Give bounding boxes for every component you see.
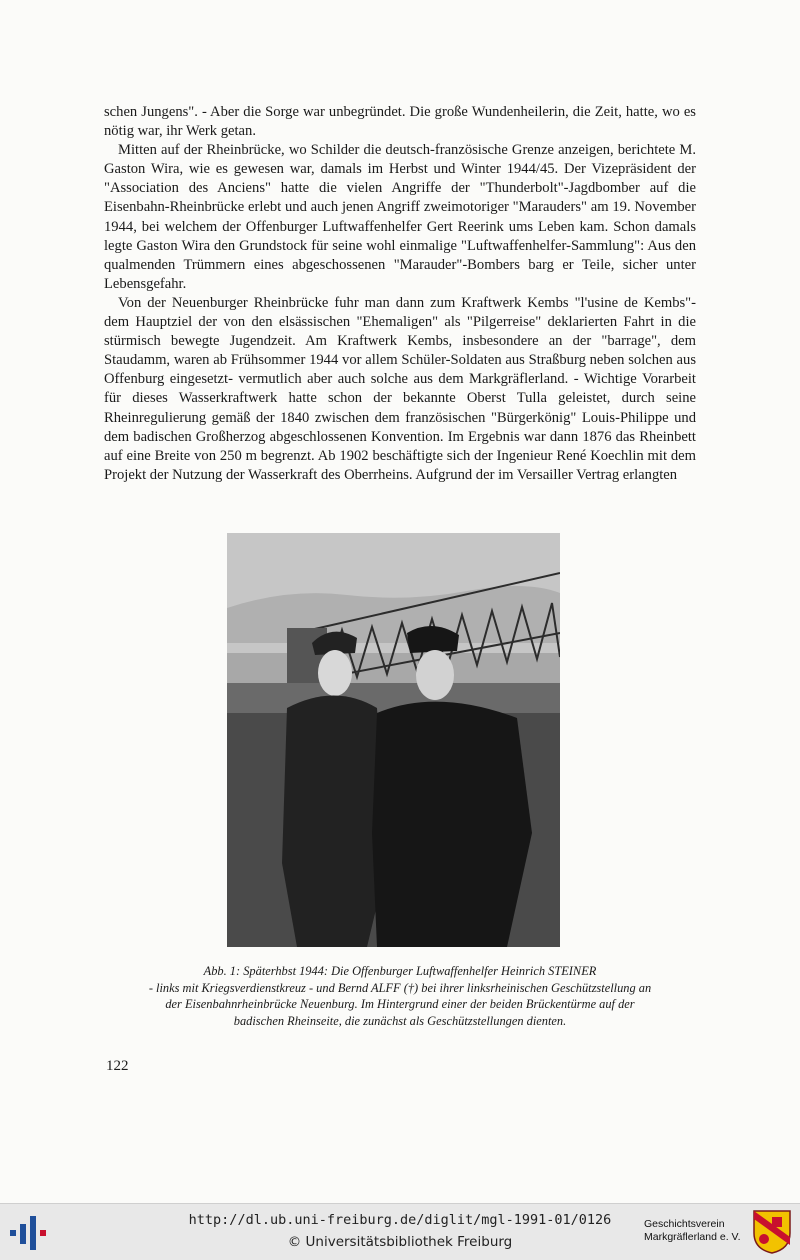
paragraph-2: Mitten auf der Rheinbrücke, wo Schilder die deutsch-französische Grenze anzeigen, berichtete M. Gaston Wira, wie es gewesen war, damals im Herbst und Winter 1944/45. Der Vizepräsident der "Association des Anciens" hatte die vielen Angriffe der "Thunderbolt"-Jagdbomber auf die Eisenbahn-Rheinbrücke erlebt und auch jenen Angriff zweimotoriger "Marauders" am 19. November 1944, bei welchem der Offenburger Luftwaffenhelfer Gert Reerink ums Leben kam. Schon damals legte Gaston Wira den Grundstock für seine wohl einmalige "Luftwaffenhelfer-Sammlung": Aus den qualmenden Trümmern eines abgeschossenen "Marauder"-Bombers barg er Teile, sicher unter Lebensgefahr. (104, 142, 696, 292)
source-url-link[interactable]: http://dl.ub.uni-freiburg.de/diglit/mgl-1991-01/0126 (188, 1212, 612, 1228)
caption-line: - links mit Kriegsverdienstkreuz - und Bernd ALFF (†) bei ihrer linksrheinischen Geschützstellung an (148, 980, 652, 995)
society-line: Geschichtsverein (644, 1218, 725, 1230)
body-text (104, 103, 696, 485)
figure-caption (104, 963, 696, 1029)
paragraph-3: Von der Neuenburger Rheinbrücke fuhr man dann zum Kraftwerk Kembs "l'usine de Kembs"- dem Hauptziel der von den elsässischen "Ehemaligen" als "Pilgerreise" deklarierten Fahrt in die stürmisch bewegte Jugendzeit. Am Kraftwerk Kembs, insbesondere an der "barrage", dem Staudamm, waren ab Frühsommer 1944 vor allem Schüler-Soldaten aus Straßburg neben solchen aus Offenburg eingesetzt- vermutlich aber auch solche aus dem Markgräflerland. - Wichtige Vorarbeit für dieses Wasserkraftwerk hatte schon der bekannte Oberst Tulla geleistet, durch seine Rheinregulierung gemäß der 1840 zwischen dem französischen "Bürgerkönig" Louis-Philippe und dem badischen Großherzog abgeschlossenen Konvention. Im Ergebnis war dann 1876 das Rheinbett auf eine Breite von 250 m begrenzt. Ab 1902 beschäftigte sich der Ingenieur René Koechlin mit dem Projekt der Nutzung der Wasserkraft des Oberrheins. Aufgrund der im Versailler Vertrag erlangten (104, 294, 696, 483)
society-name (644, 1218, 748, 1244)
photo-illustration (227, 533, 560, 947)
caption-line: badischen Rheinseite, die zunächst als Geschützstellungen dienten. (233, 1013, 567, 1028)
caption-line: der Eisenbahnrheinbrücke Neuenburg. Im Hintergrund einer der beiden Brückentürme auf der (165, 997, 635, 1011)
caption-line: Abb. 1: Späterhbst 1944: Die Offenburger Luftwaffenhelfer Heinrich STEINER (203, 964, 597, 978)
historical-photo (227, 533, 560, 947)
footer-bar (0, 1203, 800, 1260)
page-number: 122 (106, 1058, 129, 1074)
society-line: Markgräflerland e. V. (644, 1231, 741, 1243)
copyright-credit: © Universitätsbibliothek Freiburg (287, 1234, 513, 1250)
paragraph-1: schen Jungens". - Aber die Sorge war unbegründet. Die große Wundenheilerin, die Zeit, hatte, wo es nötig war, ihr Werk getan. (104, 104, 696, 140)
society-crest-icon[interactable] (752, 1209, 792, 1260)
